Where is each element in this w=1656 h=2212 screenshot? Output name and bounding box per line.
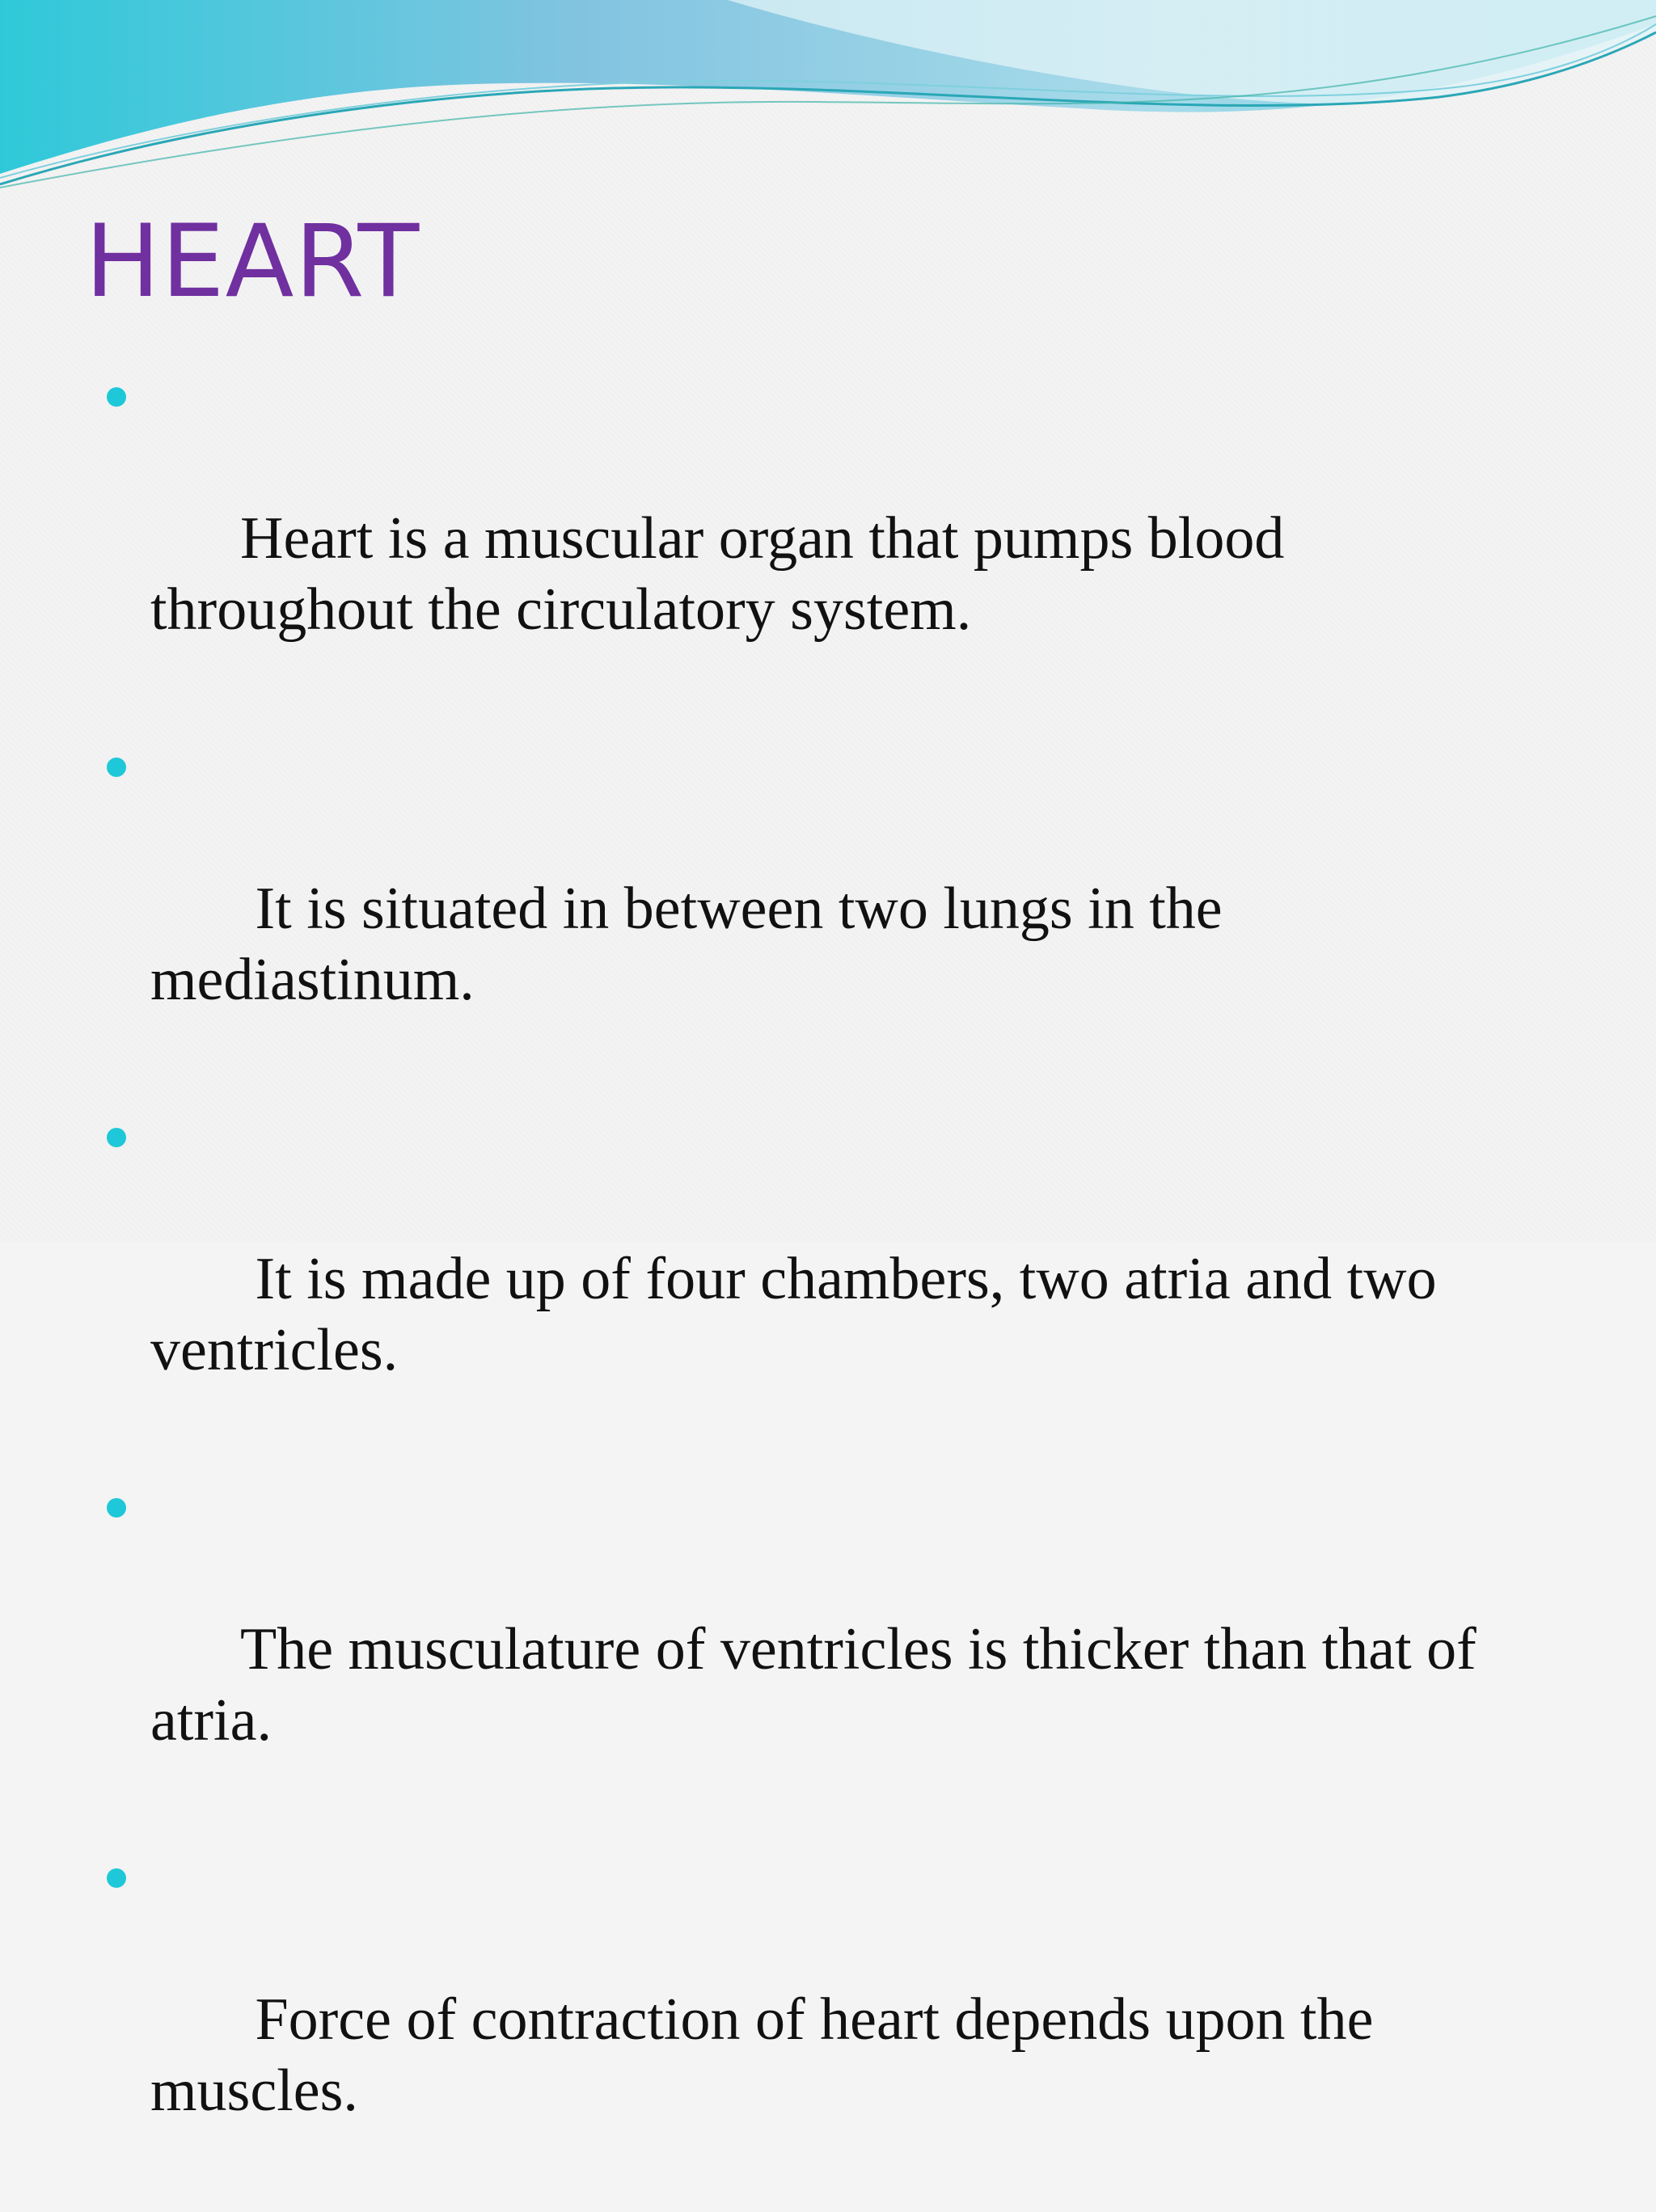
bullet-text: The musculature of ventricles is thicker than that of atria.	[150, 1616, 1492, 1754]
decorative-wave-header	[0, 0, 1656, 194]
bullet-item	[105, 1471, 1561, 1827]
bullet-dot-icon	[107, 758, 126, 777]
bullet-text: It is made up of four chambers, two atria and two ventricles.	[150, 1246, 1452, 1383]
bullet-dot-icon	[107, 1128, 126, 1147]
bullet-item	[105, 1101, 1561, 1457]
bullet-dot-icon	[107, 387, 126, 407]
bullet-text: Heart is a muscular organ that pumps blood throughout the circulatory system.	[150, 505, 1299, 643]
bullet-dot-icon	[107, 1498, 126, 1518]
bullet-list	[105, 361, 1561, 2212]
bullet-text: It is situated in between two lungs in the mediastinum.	[150, 876, 1238, 1013]
bullet-item	[105, 731, 1561, 1087]
bullet-text: Force of contraction of heart depends upon the muscles.	[150, 1986, 1388, 2124]
bullet-dot-icon	[107, 1868, 126, 1888]
slide-title: HEART	[85, 204, 420, 320]
bullet-item	[105, 361, 1561, 716]
bullet-item	[105, 1842, 1561, 2197]
